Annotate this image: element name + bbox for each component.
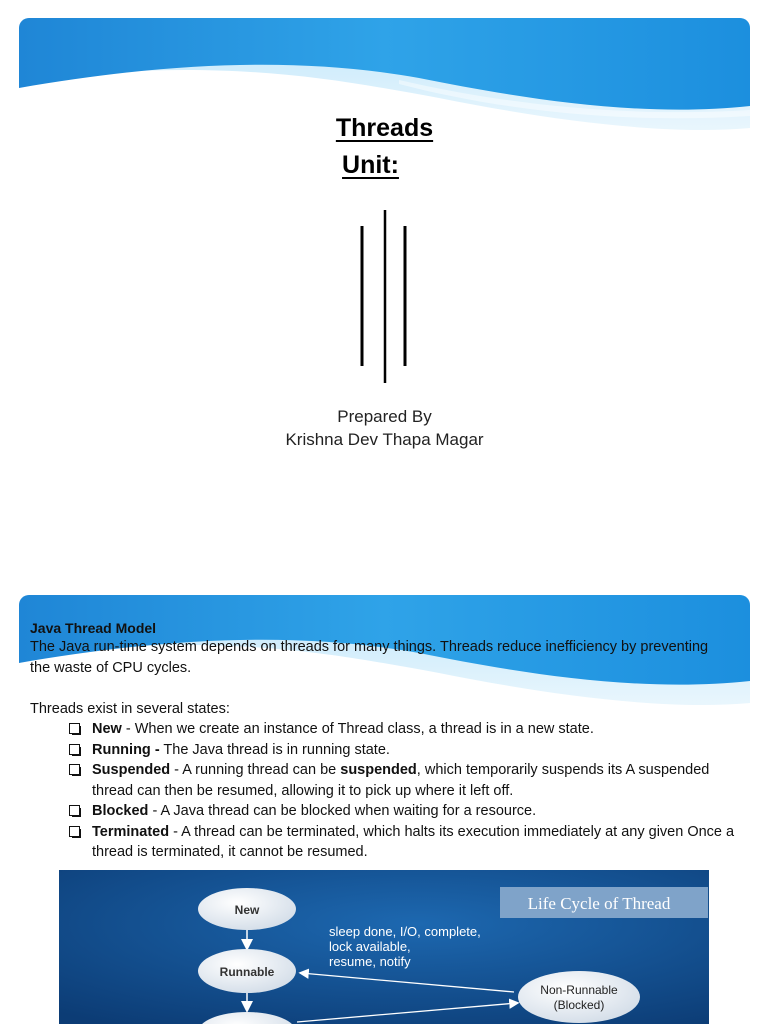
decorative-lines — [357, 208, 411, 384]
states-intro: Threads exist in several states: — [30, 701, 230, 717]
author-name: Krishna Dev Thapa Magar — [285, 430, 484, 449]
node-non-runnable — [518, 971, 640, 1023]
thread-lifecycle-diagram — [59, 870, 709, 1024]
list-item: Suspended - A running thread can be suspended, which temporarily suspends its A suspended thread can then be resumed, allowing it to pick up where it left off. — [69, 760, 739, 801]
node-non-runnable-label: Non-Runnable — [540, 983, 618, 997]
diagram-title: Life Cycle of Thread — [527, 894, 671, 913]
slide-title: Threads — [335, 114, 434, 142]
list-item: Blocked - A Java thread can be blocked when waiting for a resource. — [69, 801, 739, 822]
title-slide — [19, 18, 750, 550]
node-new-label: New — [234, 903, 260, 917]
content-slide — [19, 595, 750, 1024]
transition-text-1: sleep done, I/O, complete, — [329, 924, 481, 939]
checkbox-bullet-icon — [69, 764, 80, 775]
states-list — [69, 719, 739, 863]
checkbox-bullet-icon — [69, 805, 80, 816]
list-item: Terminated - A thread can be terminated, which halts its execution immediately at any given Once a thread is terminated, it cannot be resumed. — [69, 822, 739, 863]
transition-text-3: resume, notify — [329, 954, 411, 969]
list-item: Running - The Java thread is in running state. — [69, 740, 739, 761]
unit-label: Unit: — [342, 151, 399, 179]
list-item: New - When we create an instance of Thread class, a thread is in a new state. — [69, 719, 739, 740]
node-blocked-label: (Blocked) — [553, 998, 605, 1012]
node-runnable-label: Runnable — [219, 965, 275, 979]
prepared-by-label: Prepared By — [337, 407, 432, 426]
intro-paragraph: The Java run-time system depends on threads for many things. Threads reduce inefficiency by preventing the waste of CPU cycles. — [30, 639, 709, 676]
checkbox-bullet-icon — [69, 744, 80, 755]
section-heading: Java Thread Model — [30, 620, 157, 636]
checkbox-bullet-icon — [69, 723, 80, 734]
checkbox-bullet-icon — [69, 826, 80, 837]
transition-text-2: lock available, — [329, 939, 411, 954]
